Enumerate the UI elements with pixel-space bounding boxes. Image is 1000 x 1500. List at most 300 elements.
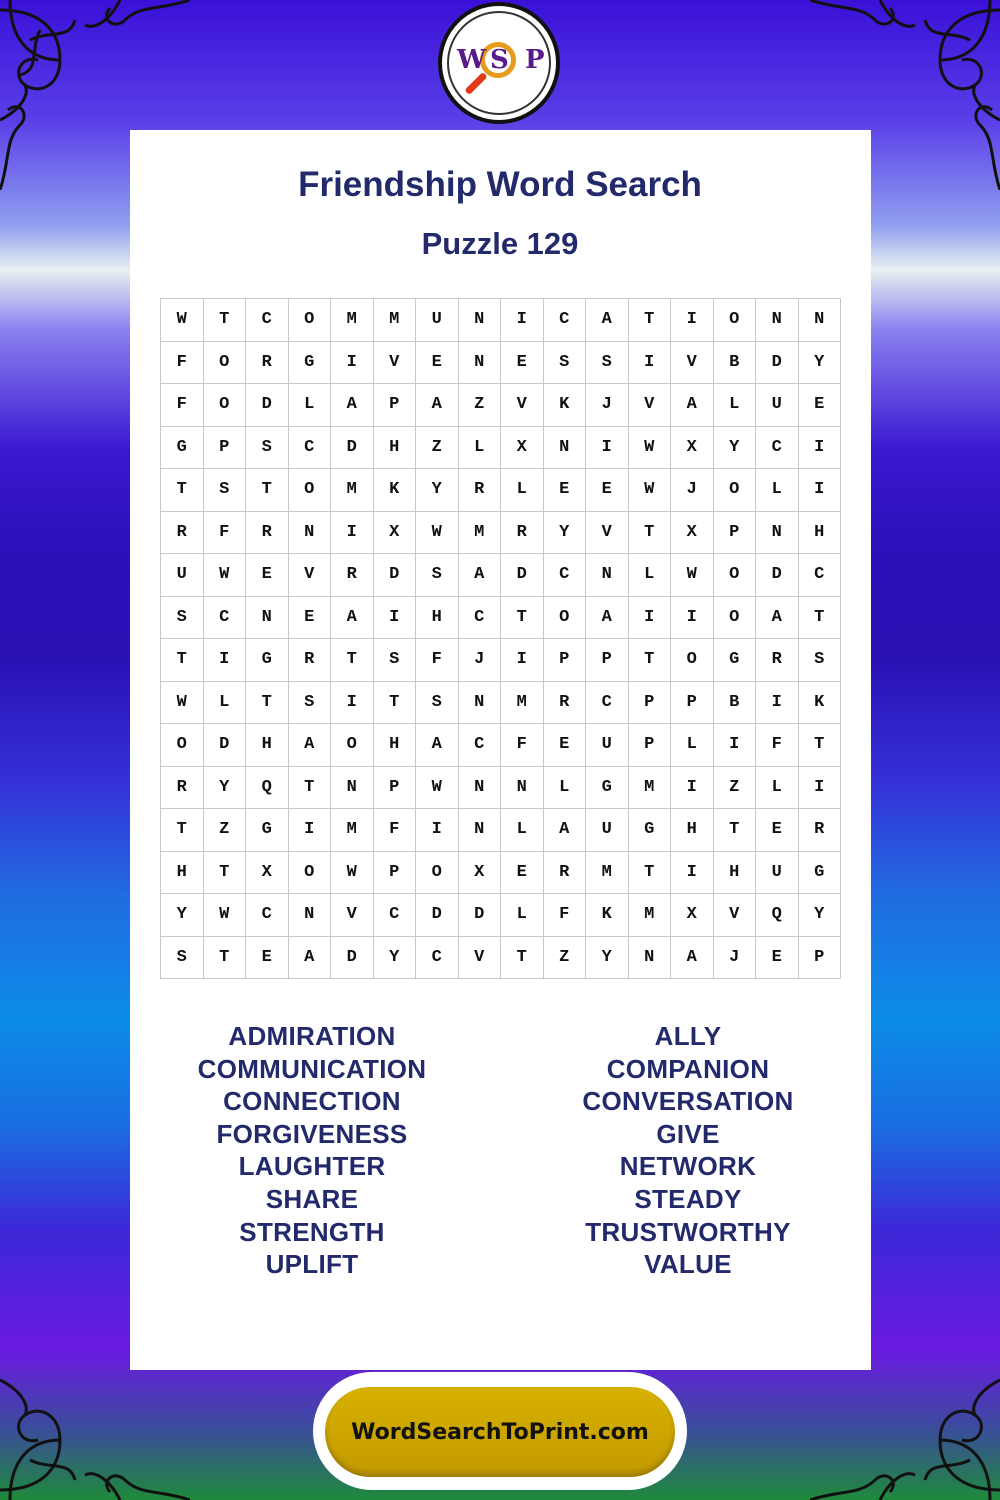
grid-cell[interactable]: A: [543, 809, 586, 852]
grid-cell[interactable]: A: [288, 936, 331, 979]
word-list-item: ADMIRATION: [228, 1021, 396, 1051]
grid-cell[interactable]: K: [586, 894, 629, 937]
grid-cell[interactable]: N: [458, 809, 501, 852]
grid-cell[interactable]: P: [671, 681, 714, 724]
grid-cell[interactable]: S: [416, 554, 459, 597]
grid-cell[interactable]: P: [203, 426, 246, 469]
grid-cell[interactable]: T: [288, 766, 331, 809]
grid-cell[interactable]: I: [331, 681, 374, 724]
grid-cell[interactable]: D: [203, 724, 246, 767]
grid-cell[interactable]: I: [713, 724, 756, 767]
grid-cell[interactable]: C: [586, 681, 629, 724]
grid-cell[interactable]: M: [458, 511, 501, 554]
grid-cell[interactable]: A: [586, 299, 629, 342]
grid-cell[interactable]: T: [161, 809, 204, 852]
grid-cell[interactable]: C: [373, 894, 416, 937]
grid-cell[interactable]: I: [798, 469, 841, 512]
grid-cell[interactable]: P: [798, 936, 841, 979]
grid-cell[interactable]: I: [756, 681, 799, 724]
grid-cell[interactable]: M: [331, 299, 374, 342]
grid-cell[interactable]: V: [671, 341, 714, 384]
grid-cell[interactable]: J: [713, 936, 756, 979]
grid-cell[interactable]: Q: [756, 894, 799, 937]
grid-cell[interactable]: E: [246, 936, 289, 979]
grid-cell[interactable]: N: [458, 681, 501, 724]
grid-cell[interactable]: H: [713, 851, 756, 894]
grid-cell[interactable]: V: [628, 384, 671, 427]
grid-cell[interactable]: E: [246, 554, 289, 597]
grid-cell[interactable]: H: [161, 851, 204, 894]
grid-cell[interactable]: G: [798, 851, 841, 894]
grid-cell[interactable]: R: [501, 511, 544, 554]
grid-cell[interactable]: U: [586, 809, 629, 852]
grid-cell[interactable]: Y: [416, 469, 459, 512]
grid-cell[interactable]: T: [203, 851, 246, 894]
grid-cell[interactable]: Z: [543, 936, 586, 979]
grid-cell[interactable]: S: [798, 639, 841, 682]
grid-cell[interactable]: M: [501, 681, 544, 724]
logo-letter-s: S: [490, 45, 509, 75]
grid-cell[interactable]: A: [416, 384, 459, 427]
grid-cell[interactable]: E: [501, 851, 544, 894]
grid-cell[interactable]: Y: [373, 936, 416, 979]
grid-cell[interactable]: F: [416, 639, 459, 682]
grid-cell[interactable]: A: [331, 596, 374, 639]
grid-cell[interactable]: C: [416, 936, 459, 979]
grid-row: [161, 554, 841, 597]
grid-cell[interactable]: W: [416, 511, 459, 554]
grid-cell[interactable]: X: [458, 851, 501, 894]
grid-cell[interactable]: P: [586, 639, 629, 682]
grid-cell[interactable]: S: [416, 681, 459, 724]
grid-cell[interactable]: G: [586, 766, 629, 809]
grid-cell[interactable]: C: [246, 894, 289, 937]
grid-cell[interactable]: P: [628, 681, 671, 724]
word-list-item: VALUE: [644, 1249, 732, 1280]
grid-cell[interactable]: R: [543, 681, 586, 724]
grid-cell[interactable]: D: [501, 554, 544, 597]
grid-cell[interactable]: T: [501, 936, 544, 979]
grid-row: [161, 426, 841, 469]
word-list-item: SHARE: [265, 1183, 359, 1214]
grid-cell[interactable]: L: [501, 894, 544, 937]
word-list-item: STRENGTH: [239, 1216, 385, 1247]
grid-cell[interactable]: X: [671, 894, 714, 937]
grid-cell[interactable]: V: [501, 384, 544, 427]
grid-row: [161, 299, 841, 342]
grid-cell[interactable]: E: [288, 596, 331, 639]
site-link-label: WordSearchToPrint.com: [351, 1419, 649, 1445]
grid-cell[interactable]: C: [246, 299, 289, 342]
grid-cell[interactable]: O: [161, 724, 204, 767]
grid-cell[interactable]: I: [331, 341, 374, 384]
grid-cell[interactable]: F: [161, 341, 204, 384]
grid-cell[interactable]: D: [331, 426, 374, 469]
grid-cell[interactable]: F: [373, 809, 416, 852]
grid-cell[interactable]: N: [586, 554, 629, 597]
grid-cell[interactable]: I: [501, 639, 544, 682]
grid-row: [161, 681, 841, 724]
grid-cell[interactable]: L: [756, 766, 799, 809]
grid-cell[interactable]: I: [671, 596, 714, 639]
grid-cell[interactable]: A: [416, 724, 459, 767]
grid-cell[interactable]: R: [288, 639, 331, 682]
grid-cell[interactable]: L: [288, 384, 331, 427]
grid-cell[interactable]: W: [416, 766, 459, 809]
grid-cell[interactable]: O: [203, 341, 246, 384]
word-list-item: GIVE: [656, 1118, 720, 1149]
grid-cell[interactable]: M: [331, 469, 374, 512]
grid-cell[interactable]: V: [331, 894, 374, 937]
grid-cell[interactable]: S: [161, 596, 204, 639]
grid-cell[interactable]: W: [203, 894, 246, 937]
grid-cell[interactable]: C: [543, 554, 586, 597]
grid-cell[interactable]: O: [713, 596, 756, 639]
grid-cell[interactable]: T: [373, 681, 416, 724]
grid-cell[interactable]: P: [373, 766, 416, 809]
grid-cell[interactable]: P: [713, 511, 756, 554]
grid-cell[interactable]: H: [246, 724, 289, 767]
grid-cell[interactable]: B: [713, 681, 756, 724]
grid-cell[interactable]: V: [586, 511, 629, 554]
grid-cell[interactable]: T: [501, 596, 544, 639]
grid-cell[interactable]: O: [416, 851, 459, 894]
grid-cell[interactable]: R: [458, 469, 501, 512]
grid-cell[interactable]: N: [246, 596, 289, 639]
grid-cell[interactable]: O: [713, 469, 756, 512]
grid-cell[interactable]: I: [798, 766, 841, 809]
grid-cell[interactable]: I: [373, 596, 416, 639]
grid-cell[interactable]: V: [713, 894, 756, 937]
word-list-item: STEADY: [634, 1183, 742, 1214]
word-list-item: TRUSTWORTHY: [585, 1216, 791, 1247]
grid-cell[interactable]: R: [798, 809, 841, 852]
logo-letter-w: W: [457, 45, 487, 75]
grid-row: [161, 936, 841, 979]
grid-cell[interactable]: M: [628, 894, 671, 937]
grid-cell[interactable]: S: [586, 341, 629, 384]
grid-cell[interactable]: R: [331, 554, 374, 597]
grid-cell[interactable]: N: [628, 936, 671, 979]
grid-cell[interactable]: Z: [458, 384, 501, 427]
grid-cell[interactable]: N: [288, 894, 331, 937]
grid-cell[interactable]: T: [628, 299, 671, 342]
grid-cell[interactable]: A: [331, 384, 374, 427]
grid-row: [161, 384, 841, 427]
grid-cell[interactable]: P: [543, 639, 586, 682]
grid-cell[interactable]: X: [501, 426, 544, 469]
grid-cell[interactable]: O: [713, 554, 756, 597]
grid-cell[interactable]: S: [288, 681, 331, 724]
grid-cell[interactable]: R: [246, 341, 289, 384]
grid-cell[interactable]: Y: [713, 426, 756, 469]
grid-cell[interactable]: L: [713, 384, 756, 427]
grid-cell[interactable]: D: [331, 936, 374, 979]
grid-cell[interactable]: N: [331, 766, 374, 809]
grid-cell[interactable]: L: [671, 724, 714, 767]
grid-cell[interactable]: L: [628, 554, 671, 597]
word-list-item: CONVERSATION: [582, 1086, 794, 1117]
grid-cell[interactable]: Z: [713, 766, 756, 809]
grid-row: [161, 341, 841, 384]
word-list-left: [132, 1020, 492, 1281]
grid-cell[interactable]: K: [373, 469, 416, 512]
grid-cell[interactable]: G: [246, 809, 289, 852]
grid-cell[interactable]: H: [671, 809, 714, 852]
grid-cell[interactable]: T: [331, 639, 374, 682]
grid-cell[interactable]: T: [203, 299, 246, 342]
grid-cell[interactable]: P: [628, 724, 671, 767]
grid-cell[interactable]: E: [543, 469, 586, 512]
grid-cell[interactable]: M: [331, 809, 374, 852]
grid-cell[interactable]: Q: [246, 766, 289, 809]
grid-cell[interactable]: F: [543, 894, 586, 937]
grid-cell[interactable]: Y: [586, 936, 629, 979]
grid-cell[interactable]: K: [543, 384, 586, 427]
grid-cell[interactable]: G: [713, 639, 756, 682]
grid-cell[interactable]: X: [373, 511, 416, 554]
grid-cell[interactable]: G: [288, 341, 331, 384]
grid-cell[interactable]: A: [671, 384, 714, 427]
word-list-item: ALLY: [654, 1021, 722, 1051]
word-list-item: LAUGHTER: [238, 1151, 386, 1182]
letter-grid: [160, 298, 841, 979]
grid-cell[interactable]: U: [416, 299, 459, 342]
grid-cell[interactable]: C: [458, 596, 501, 639]
grid-cell[interactable]: X: [671, 426, 714, 469]
grid-cell[interactable]: A: [756, 596, 799, 639]
site-link-button[interactable]: [325, 1387, 675, 1477]
grid-cell[interactable]: Y: [161, 894, 204, 937]
grid-cell[interactable]: D: [756, 341, 799, 384]
grid-cell[interactable]: W: [628, 469, 671, 512]
grid-cell[interactable]: S: [203, 469, 246, 512]
grid-cell[interactable]: E: [756, 936, 799, 979]
grid-cell[interactable]: C: [203, 596, 246, 639]
grid-cell[interactable]: B: [713, 341, 756, 384]
grid-cell[interactable]: C: [288, 426, 331, 469]
grid-cell[interactable]: P: [373, 384, 416, 427]
grid-cell[interactable]: T: [798, 596, 841, 639]
grid-cell[interactable]: I: [416, 809, 459, 852]
grid-cell[interactable]: W: [671, 554, 714, 597]
magnifying-glass-logo-icon: [447, 11, 551, 115]
grid-cell[interactable]: H: [798, 511, 841, 554]
grid-cell[interactable]: T: [628, 639, 671, 682]
grid-cell[interactable]: W: [161, 299, 204, 342]
grid-cell[interactable]: W: [161, 681, 204, 724]
grid-cell[interactable]: N: [458, 299, 501, 342]
grid-cell[interactable]: L: [203, 681, 246, 724]
grid-cell[interactable]: X: [246, 851, 289, 894]
grid-cell[interactable]: Y: [798, 341, 841, 384]
grid-cell[interactable]: A: [671, 936, 714, 979]
grid-cell[interactable]: D: [373, 554, 416, 597]
grid-cell[interactable]: R: [161, 766, 204, 809]
grid-cell[interactable]: N: [288, 511, 331, 554]
grid-row: [161, 851, 841, 894]
grid-cell[interactable]: J: [586, 384, 629, 427]
grid-cell[interactable]: E: [501, 341, 544, 384]
grid-cell[interactable]: R: [246, 511, 289, 554]
grid-cell[interactable]: I: [501, 299, 544, 342]
grid-cell[interactable]: N: [501, 766, 544, 809]
grid-cell[interactable]: O: [288, 851, 331, 894]
grid-cell[interactable]: M: [586, 851, 629, 894]
grid-cell[interactable]: E: [798, 384, 841, 427]
grid-cell[interactable]: G: [161, 426, 204, 469]
word-list-item: NETWORK: [619, 1151, 757, 1182]
grid-cell[interactable]: C: [458, 724, 501, 767]
grid-cell[interactable]: Z: [203, 809, 246, 852]
grid-cell[interactable]: A: [458, 554, 501, 597]
grid-cell[interactable]: L: [501, 809, 544, 852]
grid-cell[interactable]: L: [501, 469, 544, 512]
grid-cell[interactable]: D: [416, 894, 459, 937]
grid-cell[interactable]: K: [798, 681, 841, 724]
grid-cell[interactable]: N: [756, 299, 799, 342]
page-title: Friendship Word Search: [298, 165, 702, 204]
grid-cell[interactable]: L: [458, 426, 501, 469]
grid-cell[interactable]: A: [288, 724, 331, 767]
grid-cell[interactable]: N: [458, 341, 501, 384]
grid-cell[interactable]: E: [543, 724, 586, 767]
grid-cell[interactable]: G: [628, 809, 671, 852]
grid-cell[interactable]: H: [416, 596, 459, 639]
grid-cell[interactable]: W: [203, 554, 246, 597]
grid-cell[interactable]: W: [628, 426, 671, 469]
grid-row: [161, 511, 841, 554]
logo-letter-p: P: [525, 45, 545, 75]
grid-cell[interactable]: I: [671, 851, 714, 894]
grid-row: [161, 639, 841, 682]
grid-cell[interactable]: M: [628, 766, 671, 809]
grid-cell[interactable]: E: [586, 469, 629, 512]
grid-cell[interactable]: Y: [543, 511, 586, 554]
grid-cell[interactable]: O: [288, 469, 331, 512]
grid-cell[interactable]: H: [373, 724, 416, 767]
grid-row: [161, 724, 841, 767]
puzzle-number: Puzzle 129: [421, 226, 579, 261]
grid-row: [161, 809, 841, 852]
grid-cell[interactable]: Y: [203, 766, 246, 809]
grid-cell[interactable]: S: [246, 426, 289, 469]
grid-cell[interactable]: I: [288, 809, 331, 852]
grid-cell[interactable]: C: [798, 554, 841, 597]
word-list-item: COMMUNICATION: [197, 1053, 427, 1084]
grid-cell[interactable]: D: [756, 554, 799, 597]
grid-cell[interactable]: E: [416, 341, 459, 384]
grid-cell[interactable]: O: [288, 299, 331, 342]
grid-cell[interactable]: V: [373, 341, 416, 384]
grid-cell[interactable]: O: [713, 299, 756, 342]
grid-cell[interactable]: N: [798, 299, 841, 342]
grid-cell[interactable]: Y: [798, 894, 841, 937]
grid-cell[interactable]: O: [203, 384, 246, 427]
grid-cell[interactable]: U: [756, 851, 799, 894]
grid-cell[interactable]: G: [246, 639, 289, 682]
site-logo[interactable]: [438, 2, 560, 124]
grid-cell[interactable]: T: [161, 469, 204, 512]
grid-cell[interactable]: O: [671, 639, 714, 682]
grid-cell[interactable]: I: [671, 766, 714, 809]
grid-cell[interactable]: R: [161, 511, 204, 554]
grid-cell[interactable]: C: [756, 426, 799, 469]
grid-cell[interactable]: X: [671, 511, 714, 554]
grid-cell[interactable]: I: [628, 341, 671, 384]
grid-cell[interactable]: U: [161, 554, 204, 597]
grid-cell[interactable]: W: [331, 851, 374, 894]
grid-cell[interactable]: Z: [416, 426, 459, 469]
grid-cell[interactable]: P: [373, 851, 416, 894]
grid-cell[interactable]: F: [756, 724, 799, 767]
word-list-item: CONNECTION: [223, 1086, 401, 1117]
grid-cell[interactable]: T: [203, 936, 246, 979]
grid-cell[interactable]: R: [756, 639, 799, 682]
grid-cell[interactable]: U: [586, 724, 629, 767]
grid-cell[interactable]: I: [331, 511, 374, 554]
grid-cell[interactable]: F: [203, 511, 246, 554]
grid-cell[interactable]: D: [246, 384, 289, 427]
grid-cell[interactable]: I: [798, 426, 841, 469]
magnifier-handle-icon: [464, 72, 487, 95]
grid-cell[interactable]: V: [288, 554, 331, 597]
grid-cell[interactable]: T: [161, 639, 204, 682]
grid-cell[interactable]: E: [756, 809, 799, 852]
grid-cell[interactable]: T: [246, 681, 289, 724]
grid-cell[interactable]: I: [586, 426, 629, 469]
grid-cell[interactable]: T: [246, 469, 289, 512]
word-list-item: COMPANION: [606, 1053, 770, 1084]
word-list-right: [508, 1020, 868, 1281]
grid-cell[interactable]: M: [373, 299, 416, 342]
grid-cell[interactable]: I: [203, 639, 246, 682]
grid-cell[interactable]: T: [628, 851, 671, 894]
grid-cell[interactable]: O: [543, 596, 586, 639]
grid-cell[interactable]: T: [628, 511, 671, 554]
grid-cell[interactable]: I: [628, 596, 671, 639]
grid-row: [161, 469, 841, 512]
grid-cell[interactable]: F: [501, 724, 544, 767]
word-list-item: UPLIFT: [265, 1249, 359, 1280]
grid-cell[interactable]: F: [161, 384, 204, 427]
grid-cell[interactable]: V: [458, 936, 501, 979]
grid-cell[interactable]: N: [756, 511, 799, 554]
grid-cell[interactable]: A: [586, 596, 629, 639]
grid-cell[interactable]: T: [798, 724, 841, 767]
grid-cell[interactable]: J: [671, 469, 714, 512]
grid-cell[interactable]: U: [756, 384, 799, 427]
grid-cell[interactable]: J: [458, 639, 501, 682]
grid-cell[interactable]: T: [713, 809, 756, 852]
grid-cell[interactable]: H: [373, 426, 416, 469]
grid-cell[interactable]: O: [331, 724, 374, 767]
grid-row: [161, 766, 841, 809]
grid-cell[interactable]: C: [543, 299, 586, 342]
grid-cell[interactable]: S: [161, 936, 204, 979]
grid-cell[interactable]: L: [543, 766, 586, 809]
grid-row: [161, 894, 841, 937]
grid-cell[interactable]: N: [458, 766, 501, 809]
word-list-item: FORGIVENESS: [216, 1118, 408, 1149]
grid-cell[interactable]: I: [671, 299, 714, 342]
grid-cell[interactable]: D: [458, 894, 501, 937]
grid-cell[interactable]: L: [756, 469, 799, 512]
grid-cell[interactable]: S: [373, 639, 416, 682]
grid-cell[interactable]: S: [543, 341, 586, 384]
grid-cell[interactable]: N: [543, 426, 586, 469]
grid-cell[interactable]: R: [543, 851, 586, 894]
